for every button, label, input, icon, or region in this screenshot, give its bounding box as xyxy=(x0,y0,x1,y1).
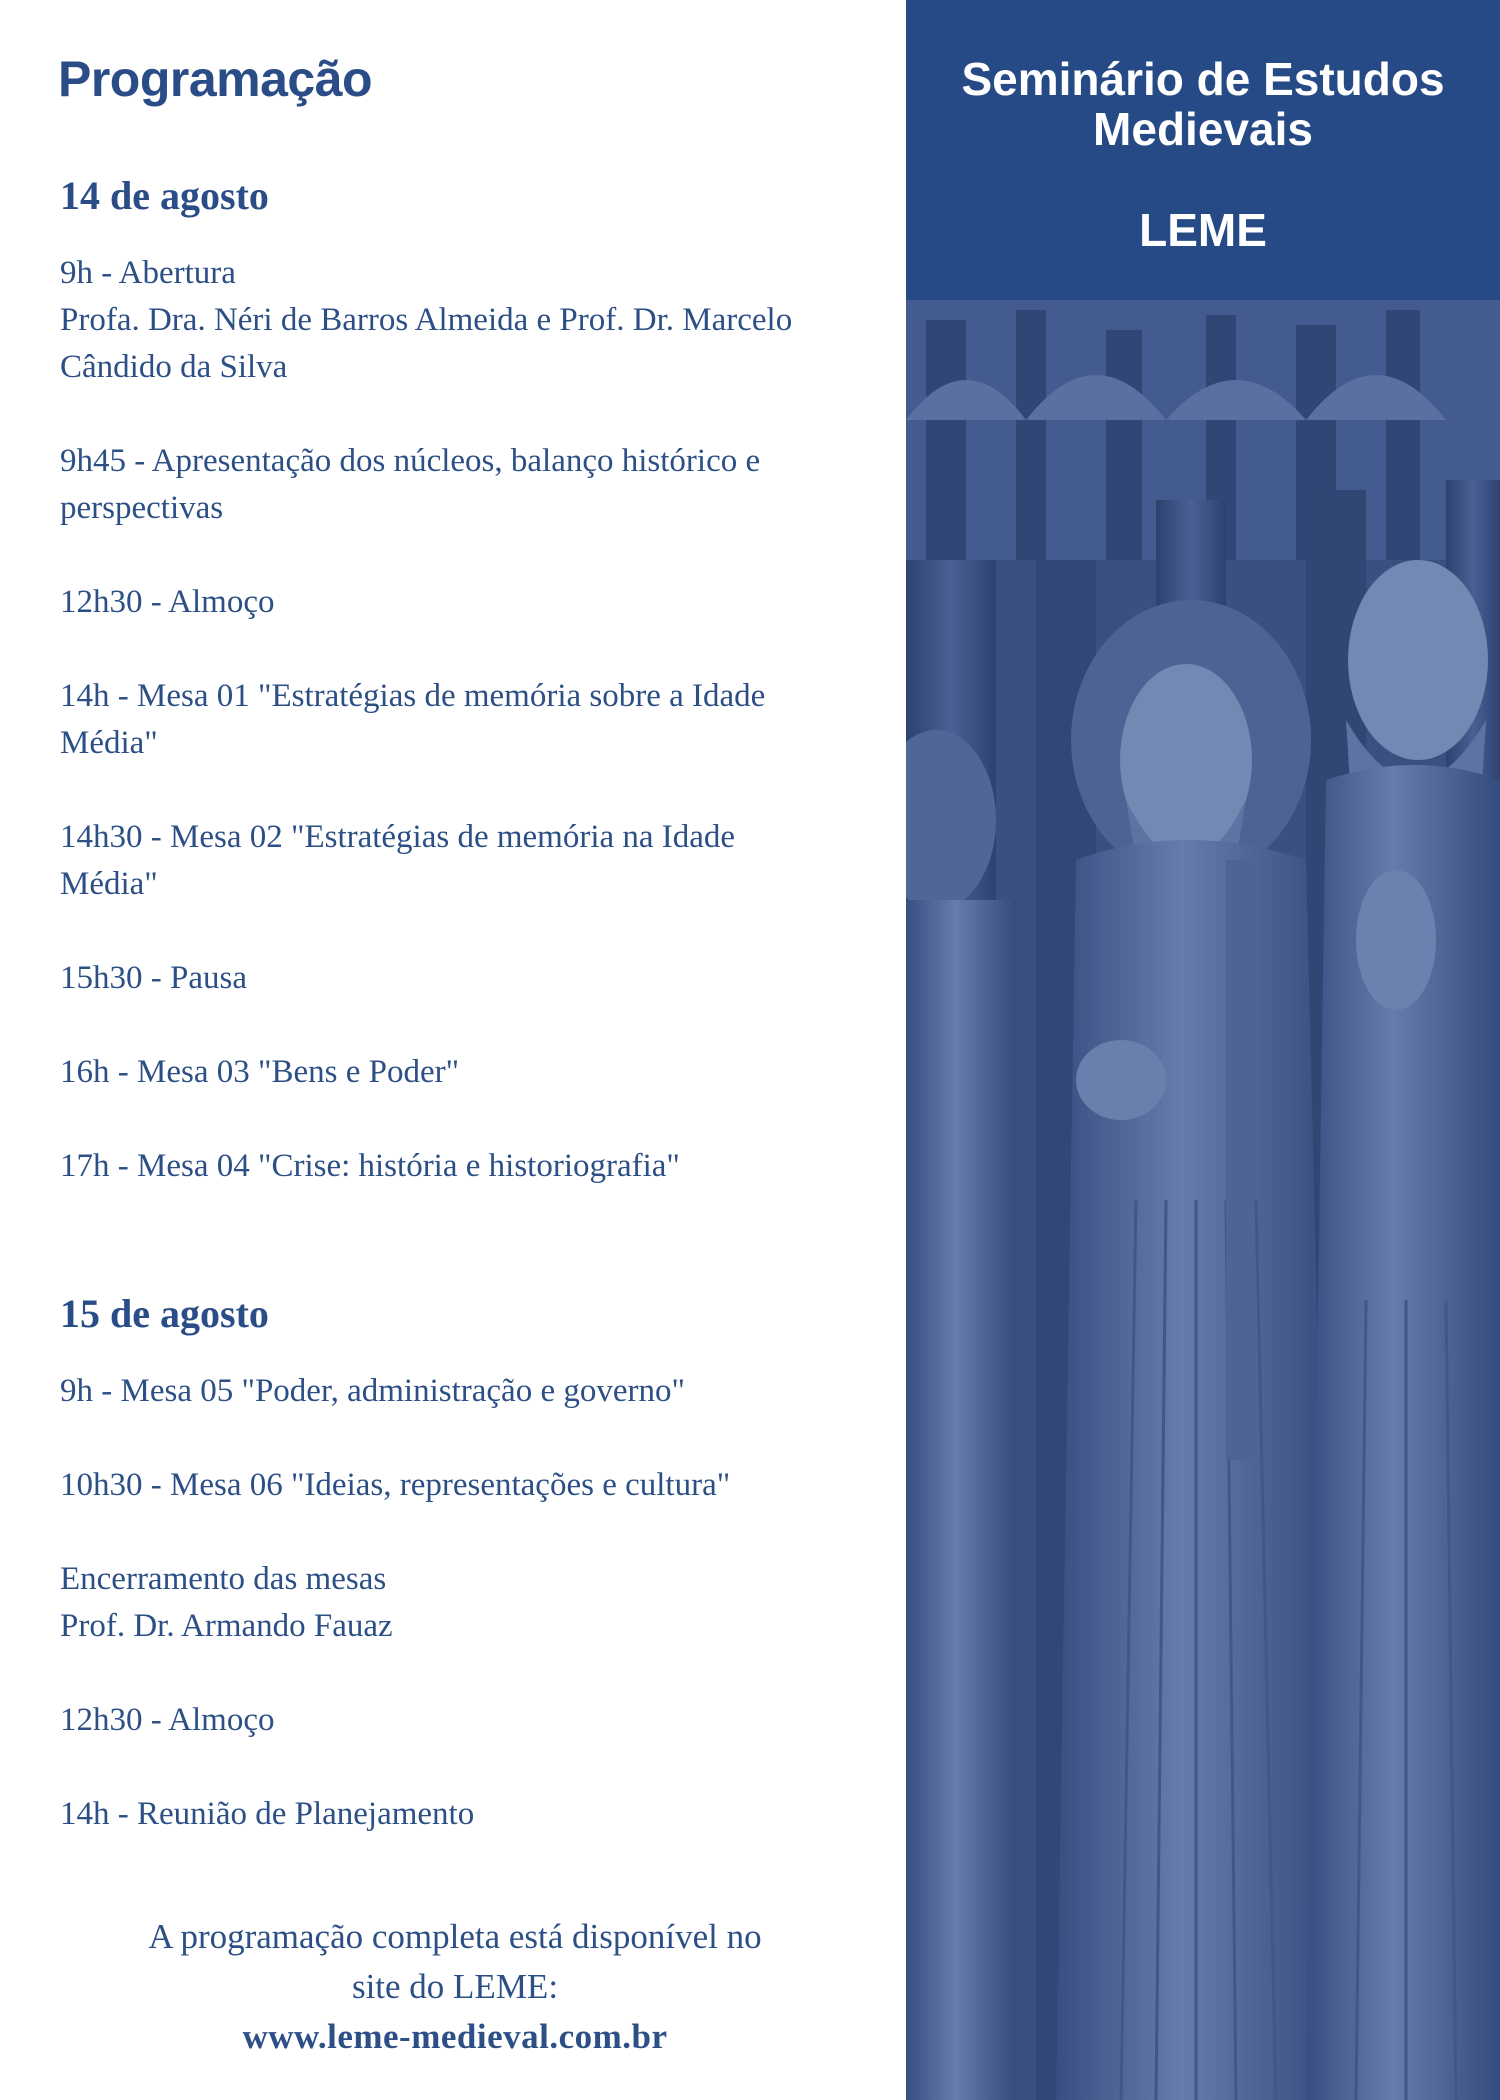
schedule-item xyxy=(60,1049,900,1096)
schedule-item xyxy=(60,955,900,1002)
schedule-list xyxy=(60,250,900,1190)
schedule-line: Encerramento das mesas xyxy=(60,1561,387,1597)
schedule-line: Média" xyxy=(60,725,158,761)
cathedral-statues-photo xyxy=(906,300,1500,2100)
schedule-item xyxy=(60,250,900,391)
schedule-item xyxy=(60,1368,900,1415)
day-section-1 xyxy=(60,172,900,1237)
schedule-line: 16h - Mesa 03 "Bens e Poder" xyxy=(60,1054,460,1090)
day-title: 14 de agosto xyxy=(60,173,269,218)
schedule-line: 14h - Reunião de Planejamento xyxy=(60,1796,475,1832)
schedule-line: 9h - Abertura xyxy=(60,255,236,291)
page-title: Programação xyxy=(58,51,373,107)
schedule-item xyxy=(60,1556,900,1650)
footer-text: A programação completa está disponível no xyxy=(148,1917,762,1956)
cover-panel xyxy=(906,0,1500,2100)
schedule-item xyxy=(60,814,900,908)
schedule-line: 10h30 - Mesa 06 "Ideias, representações e cultura" xyxy=(60,1467,731,1503)
schedule-item xyxy=(60,579,900,626)
schedule-line: perspectivas xyxy=(60,490,224,526)
schedule-item xyxy=(60,1697,900,1744)
org-name: LEME xyxy=(1139,204,1267,256)
schedule-line: 9h - Mesa 05 "Poder, administração e governo" xyxy=(60,1373,685,1409)
schedule-line: 17h - Mesa 04 "Crise: história e historiografia" xyxy=(60,1148,680,1184)
schedule-line: Cândido da Silva xyxy=(60,349,288,385)
schedule-item xyxy=(60,1143,900,1190)
footer-note xyxy=(40,1912,870,2062)
schedule-line: 14h - Mesa 01 "Estratégias de memória sobre a Idade xyxy=(60,678,766,714)
website-link[interactable]: www.leme-medieval.com.br xyxy=(242,2017,668,2056)
schedule-item xyxy=(60,1791,900,1838)
schedule-line: Média" xyxy=(60,866,158,902)
schedule-list xyxy=(60,1368,900,1838)
schedule-line: 9h45 - Apresentação dos núcleos, balanço histórico e xyxy=(60,443,761,479)
seminar-title-line: Seminário de Estudos xyxy=(961,53,1445,105)
seminar-title-line: Medievais xyxy=(1093,103,1313,155)
seminar-title xyxy=(906,54,1500,154)
schedule-line: Prof. Dr. Armando Fauaz xyxy=(60,1608,393,1644)
schedule-line: 12h30 - Almoço xyxy=(60,584,275,620)
schedule-item xyxy=(60,438,900,532)
day-section-2 xyxy=(60,1290,900,1885)
title-banner xyxy=(906,0,1500,300)
day-title: 15 de agosto xyxy=(60,1291,269,1336)
schedule-line: Profa. Dra. Néri de Barros Almeida e Prof. Dr. Marcelo xyxy=(60,302,793,338)
schedule-item xyxy=(60,673,900,767)
schedule-item xyxy=(60,1462,900,1509)
schedule-line: 15h30 - Pausa xyxy=(60,960,247,996)
footer-text: site do LEME: xyxy=(351,1967,559,2006)
schedule-line: 12h30 - Almoço xyxy=(60,1702,275,1738)
schedule-line: 14h30 - Mesa 02 "Estratégias de memória na Idade xyxy=(60,819,736,855)
